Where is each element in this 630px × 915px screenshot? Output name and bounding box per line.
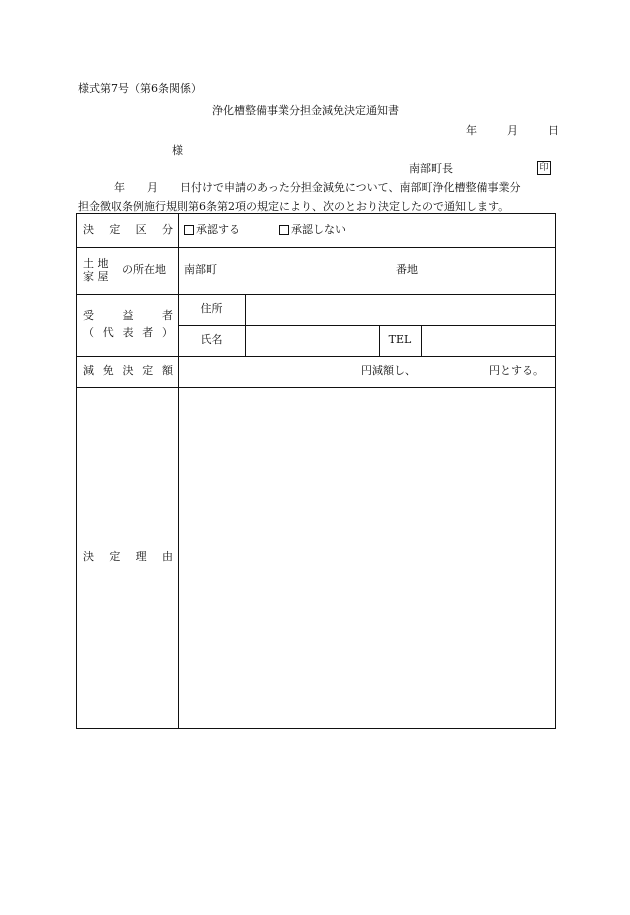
body-text-line-2: 担金徴収条例施行規則第6条第2項の規定により、次のとおり決定したので通知します。	[78, 200, 510, 213]
name-field[interactable]	[246, 325, 379, 356]
tel-field[interactable]	[422, 325, 555, 356]
beneficiary-label: 受 益 者 （ 代 表 者 ）	[83, 309, 173, 339]
seal-mark: 印	[537, 161, 551, 175]
form-number: 様式第7号（第6条関係）	[78, 82, 202, 95]
final-amount-suffix: 円とする。	[489, 364, 544, 378]
day-label: 日	[548, 124, 559, 137]
body-text-line-1: 年 月 日付けで申請のあった分担金減免について、南部町浄化槽整備事業分	[114, 181, 521, 194]
address-field[interactable]	[246, 294, 555, 325]
location-label: の所在地	[122, 263, 166, 277]
date-line	[466, 125, 559, 136]
addressee-suffix: 様	[172, 144, 183, 157]
name-label: 氏名	[200, 333, 223, 347]
document-title: 浄化槽整備事業分担金減免決定通知書	[212, 104, 399, 117]
lot-label: 番地	[396, 263, 418, 277]
reduction-amount-label: 減 免 決 定 額	[83, 364, 173, 378]
town-name: 南部町	[184, 263, 217, 277]
decision-category-label: 決 定 区 分	[83, 222, 173, 236]
decision-table	[76, 213, 556, 729]
reject-checkbox[interactable]	[279, 225, 289, 235]
year-label: 年	[466, 124, 477, 137]
month-label: 月	[507, 124, 518, 137]
land-building-label: 土 地 家 屋	[83, 256, 109, 283]
decision-reason-field[interactable]	[179, 388, 555, 728]
approve-checkbox[interactable]	[184, 225, 194, 235]
reduction-amount-suffix: 円減額し、	[361, 364, 416, 378]
reject-option[interactable]: 承認しない	[279, 213, 346, 247]
address-label: 住所	[200, 302, 223, 316]
approve-option[interactable]: 承認する	[184, 213, 240, 247]
tel-label: TEL	[388, 333, 412, 347]
decision-reason-label: 決 定 理 由	[83, 550, 173, 564]
issuer-name: 南部町長	[409, 162, 453, 175]
